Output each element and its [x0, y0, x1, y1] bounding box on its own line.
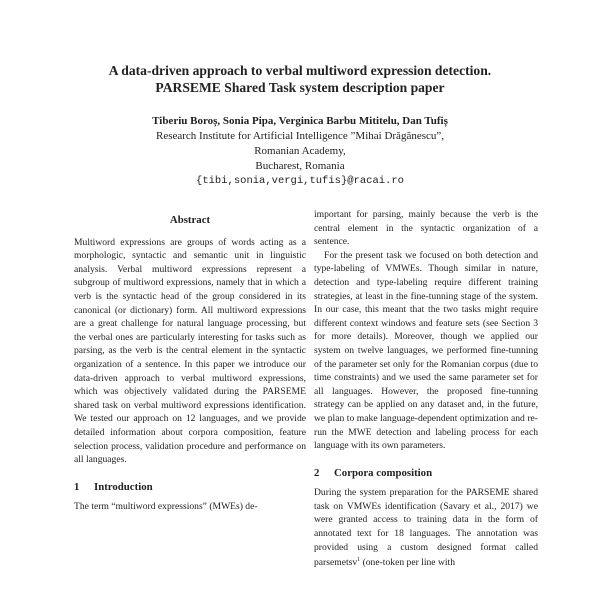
section-2-text-main: During the system preparation for the PARSEME shared task on VMWEs identification (Savary et al., 2017) we were granted access to training data in the form of annotated text for 18 languages. The annotation was provided using a custom designed format called parsemetsv: [314, 487, 538, 569]
section-1-text: The term “multiword expressions” (MWEs) de-: [74, 501, 258, 513]
section-2-text: [314, 486, 538, 570]
right-paragraph-1: important for parsing, mainly because the verb is the central element in the syntactic organization of a sentence.: [314, 209, 538, 248]
affiliation-city: Bucharest, Romania: [255, 160, 345, 172]
section-2-title: Corpora composition: [334, 466, 433, 479]
author-email: {tibi,sonia,vergi,tufis}@racai.ro: [196, 175, 404, 187]
section-2-heading: [314, 467, 538, 481]
paper-title: [0, 62, 600, 96]
section-1-number: 1: [74, 480, 80, 493]
right-column: [314, 208, 538, 570]
abstract-heading: Abstract: [169, 214, 211, 226]
section-1-heading: [74, 481, 306, 495]
section-1-title: Introduction: [94, 480, 153, 493]
abstract-text: Multiword expressions are groups of words acting as a morphologic, syntactic and semantic unit in linguistic analysis. Verbal multiword expressions represent a subgroup of multiword expressions, namely that in which a verb is the syntactic head of the group considered in its canonical (or dictionary) form. All multiword expressions are a great challenge for natural language processing, but the verbal ones are particularly interesting for tasks such as parsing, as the verb is the central element in the syntactic organization of a sentence. In this paper we introduce our data-driven approach to verbal multiword expressions, which was objectively validated during the PARSEME shared task on verbal multiword expressions identification. We tested our approach on 12 languages, and we provide detailed information about corpora composition, feature selection process, validation procedure and performance on all languages.: [74, 236, 306, 466]
affiliation-academy: Romanian Academy,: [254, 145, 346, 157]
section-2-number: 2: [314, 466, 320, 479]
left-column: [74, 214, 306, 514]
right-paragraph-2: For the present task we focused on both detection and type-labeling of VMWEs. Though similar in nature, detection and type-labeling require different training strategies, at least in the fine-tunning stage of the system. In our case, this meant that the two tasks might require different context windows and feature sets (see Section 3 for more details). Moreover, though we applied our system on twelve languages, we performed fine-tunning of the parameter set only for the Romanian corpus (due to time constraints) and we used the same parameter set for all languages. However, the proposed fine-tunning strategy can be applied on any dataset and, in the future, we plan to make language-dependent optimization and re-run the MWE detection and labeling process for each language with its own parameters.: [314, 249, 538, 452]
title-line-1: A data-driven approach to verbal multiword expression detection.: [108, 63, 492, 78]
affiliation-institute: Research Institute for Artificial Intelligence ”Mihai Drăgănescu”,: [155, 130, 445, 142]
author-block: [0, 114, 600, 189]
author-names: Tiberiu Boroș, Sonia Pipa, Verginica Barbu Mititelu, Dan Tufiș: [152, 115, 448, 127]
section-2-text-tail: (one-token per line with: [360, 557, 456, 569]
title-line-2: PARSEME Shared Task system description paper: [155, 80, 445, 95]
footnote-marker[interactable]: 1: [357, 557, 361, 564]
